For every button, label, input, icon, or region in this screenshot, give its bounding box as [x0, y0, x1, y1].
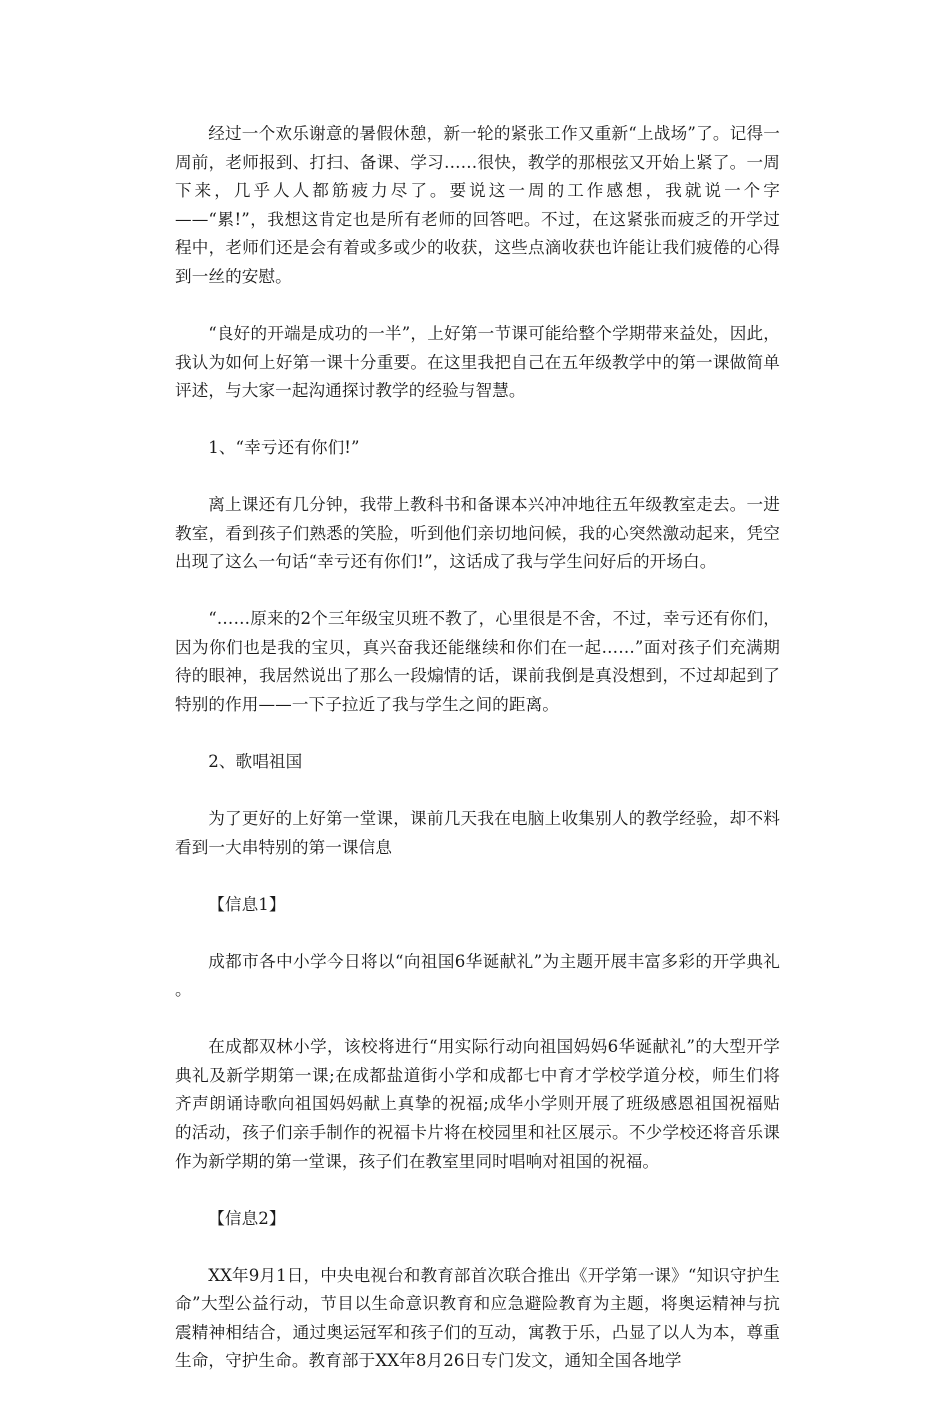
- paragraph-intro: 经过一个欢乐谢意的暑假休憩，新一轮的紧张工作又重新“上战场”了。记得一周前，老师报到、打扫、备课、学习……很快，教学的那根弦又开始上紧了。一周下来，几乎人人都筋疲力尽了。要说这一周的工作感想，我就说一个字——“累!”，我想这肯定也是所有老师的回答吧。不过，在这紧张而疲乏的开学过程中，老师们还是会有着或多或少的收获，这些点滴收获也许能让我们疲倦的心得到一丝的安慰。: [175, 124, 780, 286]
- paragraph-classroom: 离上课还有几分钟，我带上教科书和备课本兴冲冲地往五年级教室走去。一进教室，看到孩子们熟悉的笑脸，听到他们亲切地问候，我的心突然激动起来，凭空出现了这么一句话“幸亏还有你们!”，这话成了我与学生问好后的开场白。: [175, 495, 780, 572]
- paragraph-quote: “……原来的2个三年级宝贝班不教了，心里很是不舍，不过，幸亏还有你们，因为你们也是我的宝贝，真兴奋我还能继续和你们在一起……”面对孩子们充满期待的眼神，我居然说出了那么一段煽情的话，课前我倒是真没想到，不过却起到了特别的作用——一下子拉近了我与学生之间的距离。: [175, 609, 780, 715]
- info-heading-1: 【信息1】: [208, 894, 286, 914]
- paragraph-info1-b: 在成都双林小学，该校将进行“用实际行动向祖国妈妈6华诞献礼”的大型开学典礼及新学期第一课;在成都盐道街小学和成都七中育才学校学道分校，师生们将齐声朗诵诗歌向祖国妈妈献上真挚的祝福;成华小学则开展了班级感恩祖国祝福贴的活动，孩子们亲手制作的祝福卡片将在校园里和社区展示。不少学校还将音乐课作为新学期的第一堂课，孩子们在教室里同时唱响对祖国的祝福。: [175, 1037, 780, 1171]
- paragraph-info1-a: 成都市各中小学今日将以“向祖国6华诞献礼”为主题开展丰富多彩的开学典礼 。: [175, 951, 780, 1000]
- section-heading-1: 1、“幸亏还有你们!”: [208, 438, 360, 458]
- paragraph-good-start: “良好的开端是成功的一半”，上好第一节课可能给整个学期带来益处，因此，我认为如何上好第一课十分重要。在这里我把自己在五年级教学中的第一课做简单评述，与大家一起沟通探讨教学的经验与智慧。: [175, 323, 780, 401]
- info-heading-2: 【信息2】: [208, 1208, 286, 1228]
- paragraph-info2: XX年9月1日，中央电视台和教育部首次联合推出《开学第一课》“知识守护生命”大型公益行动，节目以生命意识教育和应急避险教育为主题，将奥运精神与抗震精神相结合，通过奥运冠军和孩子们的互动，寓教于乐，凸显了以人为本，尊重生命，守护生命。教育部于XX年8月26日专门发文，通知全国各地学: [175, 1265, 780, 1371]
- section-heading-2: 2、歌唱祖国: [208, 752, 303, 772]
- paragraph-preparation: 为了更好的上好第一堂课，课前几天我在电脑上收集别人的教学经验，却不料看到一大串特别的第一课信息: [175, 809, 780, 857]
- document-body: [175, 120, 780, 1404]
